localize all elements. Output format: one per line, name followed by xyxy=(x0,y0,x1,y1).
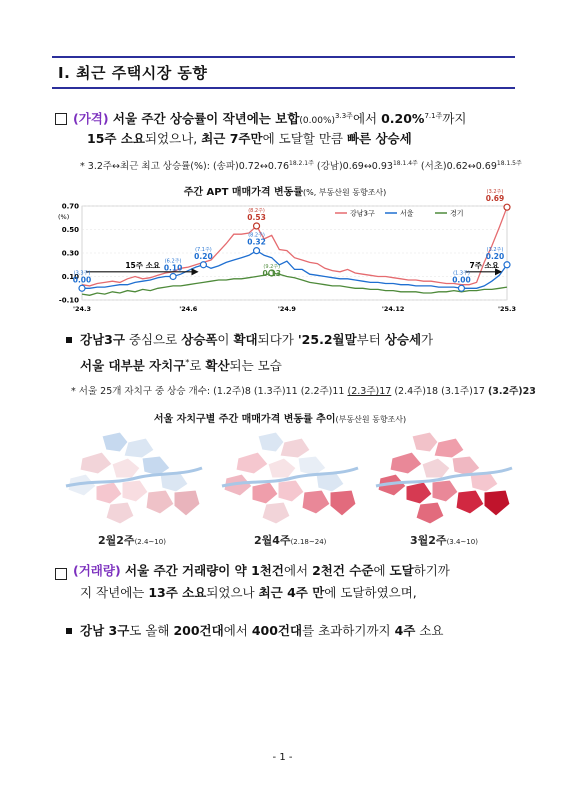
chart-title: 주간 APT 매매가격 변동률(%, 부동산원 동향조사) xyxy=(183,187,387,198)
data-point-marker xyxy=(504,204,510,210)
district-region xyxy=(432,480,458,502)
data-point-marker xyxy=(200,262,206,268)
data-point-marker xyxy=(254,223,260,229)
district-region xyxy=(406,482,432,504)
district-region xyxy=(102,432,128,452)
data-value-label: 0.20 xyxy=(194,251,213,261)
data-date-label: (1.3주) xyxy=(453,270,470,277)
data-value-label: 0.10 xyxy=(163,263,183,273)
y-axis-unit: (%) xyxy=(58,213,70,221)
bullet-square-icon xyxy=(66,337,72,343)
seoul-map-feb-week4 xyxy=(218,428,360,528)
district-region xyxy=(174,490,200,516)
data-point-marker xyxy=(504,262,510,268)
header-bottom-rule xyxy=(52,87,515,89)
district-region xyxy=(422,458,450,478)
data-date-label: (8.2주) xyxy=(248,207,265,214)
seoul-map-mar-week2 xyxy=(372,428,514,528)
district-region xyxy=(330,490,356,516)
map-caption-2: 2월4주(2.18~24) xyxy=(254,534,327,547)
x-tick-label: '24.12 xyxy=(381,305,405,313)
legend-label: 서울 xyxy=(400,209,414,218)
district-region xyxy=(412,432,438,452)
price-paragraph-line2: 15주 소요되었으나, 최근 7주만에 도달할 만큼 빠른 상승세 xyxy=(87,131,412,146)
district-region xyxy=(258,432,284,452)
data-value-label: 0.00 xyxy=(72,275,92,285)
x-tick-label: '24.9 xyxy=(277,305,296,313)
map-caption-3: 3월2주(3.4~10) xyxy=(410,534,478,547)
duration-arrow-label: 15주 소요 xyxy=(125,260,161,270)
y-tick-label: 0.70 xyxy=(61,202,79,211)
district-region xyxy=(252,482,278,504)
data-value-label: 0.69 xyxy=(485,194,505,204)
checkbox-square-icon xyxy=(55,113,67,125)
gangnam-bullet-line2: 서울 대부분 자치구*로 확산되는 모습 xyxy=(80,358,282,374)
section-title: Ⅰ. 최근 주택시장 동향 xyxy=(58,64,208,82)
header-top-rule xyxy=(52,56,515,58)
x-tick-label: '25.3 xyxy=(497,305,517,313)
volume-paragraph-line2: 지 작년에는 13주 소요되었으나 최근 4주 만에 도달하였으며, xyxy=(80,585,417,600)
district-region xyxy=(236,452,268,474)
price-paragraph-line1: (가격) 서울 주간 상승률이 작년에는 보합$(0.00\%)^{3.3주}$에서 0.20%$^{7.1주}$까지 xyxy=(73,111,467,127)
data-point-marker xyxy=(254,248,260,254)
data-date-label: (6.2주) xyxy=(164,258,182,265)
x-tick-label: '24.3 xyxy=(72,305,92,313)
data-date-label: (7.1주) xyxy=(195,246,212,253)
data-date-label: (3.2주) xyxy=(486,189,504,196)
data-value-label: 0.20 xyxy=(485,251,505,261)
data-point-marker xyxy=(458,285,464,291)
legend-label: 경기 xyxy=(450,209,464,218)
y-tick-label: 0.50 xyxy=(61,226,79,234)
data-value-label: 0.13 xyxy=(262,268,281,278)
x-tick-label: '24.6 xyxy=(179,305,198,313)
bullet-square-icon xyxy=(66,628,72,634)
data-point-marker xyxy=(79,285,85,291)
district-region xyxy=(456,490,484,514)
district-region xyxy=(122,480,148,502)
series-line-0 xyxy=(82,207,507,286)
district-region xyxy=(302,490,330,514)
y-tick-label: -0.10 xyxy=(58,296,79,305)
district-region xyxy=(434,438,464,458)
district-region xyxy=(268,458,296,478)
data-date-label: (9.2주) xyxy=(263,263,281,270)
data-value-label: 0.32 xyxy=(247,237,266,247)
district-region xyxy=(280,438,310,458)
map-caption-1: 2월2주(2.4~10) xyxy=(98,534,166,547)
data-value-label: 0.53 xyxy=(247,212,266,222)
data-date-label: (3.3주) xyxy=(73,270,91,277)
district-region xyxy=(416,502,444,524)
district-region xyxy=(106,502,134,524)
district-count-footnote: * 서울 25개 자치구 중 상승 개수: (1.2주)8 (1.3주)11 (2.2주)11 (2.3주)17 (2.4주)18 (3.1주)17 (3.2주)23 xyxy=(71,386,536,397)
legend-label: 강남3구 xyxy=(350,209,375,218)
price-footnote: * 3.2주↔최근 최고 상승률(%): (송파)$0.72\leftrightarrow 0.76^{18.2.1주}$ (강남)$0.69\leftrightarrow 0.93^{18.1.4주}$ (서초)$0.62\leftrightarrow 0.69^{18.1.5주}$ xyxy=(80,160,522,173)
y-tick-label: 0.30 xyxy=(61,249,79,258)
data-date-label: (3.2주) xyxy=(486,246,504,253)
district-region xyxy=(96,482,122,504)
seoul-map-feb-week2 xyxy=(62,428,204,528)
district-region xyxy=(124,438,154,458)
duration-arrow-label: 7주 소요 xyxy=(469,260,500,270)
volume-paragraph-line1: (거래량) 서울 주간 거래량이 약 1천건에서 2천건 수준에 도달하기까 xyxy=(73,563,450,578)
district-region xyxy=(484,490,510,516)
district-region xyxy=(390,452,422,474)
y-tick-label: 0.10 xyxy=(61,273,79,281)
checkbox-square-icon xyxy=(55,568,67,580)
district-region xyxy=(112,458,140,478)
gangnam-volume-bullet: 강남 3구도 올해 200건대에서 400건대를 초과하기까지 4주 소요 xyxy=(80,623,444,638)
data-value-label: 0.00 xyxy=(452,275,471,285)
data-point-marker xyxy=(170,274,176,280)
page-number: - 1 - xyxy=(272,752,293,763)
map-title: 서울 자치구별 주간 매매가격 변동률 추이(부동산원 동향조사) xyxy=(153,414,407,425)
district-region xyxy=(262,502,290,524)
district-region xyxy=(80,452,112,474)
data-date-label: (8.2주) xyxy=(248,232,265,239)
gangnam-bullet-line1: 강남3구 중심으로 상승폭이 확대되다가 '25.2월말부터 상승세가 xyxy=(80,332,434,347)
district-region xyxy=(278,480,304,502)
district-region xyxy=(146,490,174,514)
